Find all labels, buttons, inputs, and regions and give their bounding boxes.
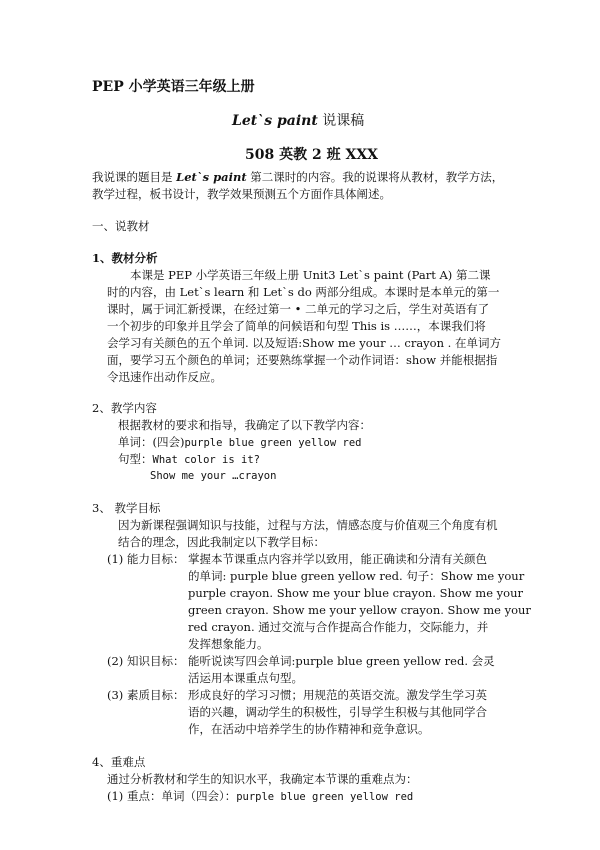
s1-line: 课时，属于词汇新授课，在经过第一 • 二单元的学习之后，学生对英语有了 <box>107 302 490 316</box>
s3-intro-line: 因为新课程强调知识与技能，过程与方法，情感态度与价值观三个角度有机 <box>118 518 498 532</box>
s1-line: 会学习有关颜色的五个单词. 以及短语:Show me your … crayon . 在单词方 <box>107 336 501 350</box>
s3-heading: 3、 教学目标 <box>92 501 161 515</box>
intro-line-1 <box>92 170 503 184</box>
part1-heading: 一、说教材 <box>92 219 150 233</box>
s2-words-label: 单词：(四会) <box>118 435 185 449</box>
goal2-label: (2) 知识目标： <box>107 654 185 668</box>
s2-pattern-1: What color is it? <box>152 454 260 466</box>
intro-lesson-name: Let`s paint <box>176 170 247 184</box>
goal1-line: 发挥想象能力。 <box>188 637 269 651</box>
s2-pattern-label: 句型： <box>118 452 153 466</box>
s2-heading: 2、教学内容 <box>92 401 157 415</box>
s1-line: 本课是 PEP 小学英语三年级上册 Unit3 Let`s paint (Part A) 第二课 <box>130 268 491 282</box>
lesson-title-en: Let`s paint <box>232 113 318 129</box>
s1-line: 时的内容，由 Let`s learn 和 Let`s do 两部分组成。本课时是本单元的第一 <box>107 285 500 299</box>
intro-suffix: 第二课时的内容。我的说课将从教材，教学方法， <box>246 170 504 184</box>
s4-point1-words: purple blue green yellow red <box>236 791 414 803</box>
s1-line: 面，要学习五个颜色的单词；还要熟练掌握一个动作词语：show 并能根据指 <box>107 353 498 367</box>
s2-words-list: purple blue green yellow red <box>184 437 362 449</box>
goal2-line: 活运用本课重点句型。 <box>188 671 303 685</box>
s2-pattern <box>118 452 260 467</box>
lesson-title <box>232 114 364 128</box>
intro-prefix: 我说课的题目是 <box>92 170 177 184</box>
s4-intro: 通过分析教材和学生的知识水平，我确定本节课的重难点为： <box>107 772 418 786</box>
goal2-line: 能听说读写四会单词:purple blue green yellow red. 会灵 <box>188 654 495 668</box>
goal3-label: (3) 素质目标： <box>107 688 185 702</box>
class-line: 508 英教 2 班 XXX <box>245 147 379 163</box>
goal3-line: 形成良好的学习习惯；用规范的英语交流。激发学生学习英 <box>188 688 487 702</box>
top-title: PEP 小学英语三年级上册 <box>92 79 255 95</box>
s3-intro-line: 结合的理念，因此我制定以下教学目标： <box>118 535 325 549</box>
goal1-label: (1) 能力目标： <box>107 552 185 566</box>
s1-heading: 1、教材分析 <box>92 251 158 265</box>
s4-heading: 4、重难点 <box>92 755 146 769</box>
s1-line: 一个初步的印象并且学会了简单的问候语和句型 This is ……，本课我们将 <box>107 319 486 333</box>
s4-point1-label: (1) 重点：单词（四会）： <box>107 789 237 803</box>
intro-line-2: 教学过程，板书设计，教学效果预测五个方面作具体阐述。 <box>92 187 391 201</box>
s2-pattern-2: Show me your …crayon <box>150 470 277 482</box>
goal3-line: 作，在活动中培养学生的协作精神和竞争意识。 <box>188 722 430 736</box>
goal1-line: purple crayon. Show me your blue crayon. Show me your <box>188 586 523 600</box>
goal1-line: 的单词: purple blue green yellow red. 句子：Show me your <box>188 569 525 583</box>
goal3-line: 语的兴趣，调动学生的积极性，引导学生积极与其他同学合 <box>188 705 487 719</box>
s4-point1 <box>107 789 413 804</box>
lesson-title-cn: 说课稿 <box>322 113 365 129</box>
goal1-line: green crayon. Show me your yellow crayon. Show me your <box>188 603 531 617</box>
goal1-line: red crayon. 通过交流与合作提高合作能力，交际能力，并 <box>188 620 489 634</box>
s2-intro: 根据教材的要求和指导，我确定了以下教学内容： <box>118 418 371 432</box>
goal1-line: 掌握本节课重点内容并学以致用，能正确读和分清有关颜色 <box>188 552 487 566</box>
s2-words <box>118 435 362 450</box>
s1-line: 令迅速作出动作反应。 <box>107 370 222 384</box>
